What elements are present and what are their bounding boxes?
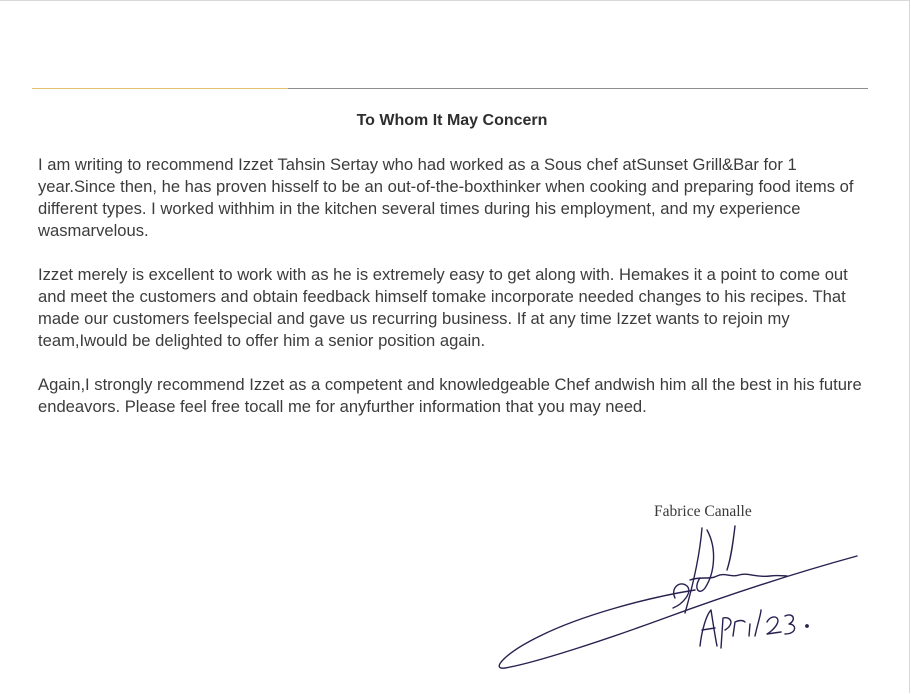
signer-name: Fabrice Canalle <box>654 503 752 520</box>
header-divider <box>288 88 868 89</box>
paragraph-3: Again,I strongly recommend Izzet as a competent and knowledgeable Chef andwish him all the best in his future endeavors. Please feel free tocall me for anyfurther information that you may need. <box>38 375 862 416</box>
paragraph-2: Izzet merely is excellent to work with as he is extremely easy to get along with. Hemakes it a point to come out and meet the customers and obtain feedback himself tomake incorporate needed changes to his recipes. That made our customers feelspecial and gave us recurring business. If at any time Izzet wants to rejoin my team,Iwould be delighted to offer him a senior position again. <box>38 265 848 350</box>
note-letter-p <box>721 618 731 648</box>
note-letter-l <box>755 610 761 636</box>
letter-body <box>38 154 874 440</box>
signature-initial-stroke <box>685 528 702 613</box>
note-digit-2 <box>767 617 781 634</box>
note-letter-i <box>749 624 750 636</box>
handwritten-signature <box>495 518 865 688</box>
signature-loop <box>697 530 714 591</box>
note-digit-3 <box>785 615 795 634</box>
letter-salutation: To Whom It May Concern <box>356 112 548 129</box>
accent-divider <box>32 88 288 89</box>
note-period <box>806 625 808 627</box>
signature-cursive <box>690 574 787 580</box>
paragraph-1: I am writing to recommend Izzet Tahsin Sertay who had worked as a Sous chef atSunset Grill&Bar for 1 year.Since then, he has proven hisself to be an out-of-the-boxthinker when cooking and preparing food items of different types. I worked withhim in the kitchen several times during his employment, and my experience wasmarvelous. <box>38 155 854 240</box>
note-letter-a <box>700 610 717 646</box>
signature-sweep <box>499 556 857 668</box>
signature-upper-stroke <box>727 526 735 570</box>
signature-hook <box>673 584 689 608</box>
note-letter-r <box>733 621 745 637</box>
